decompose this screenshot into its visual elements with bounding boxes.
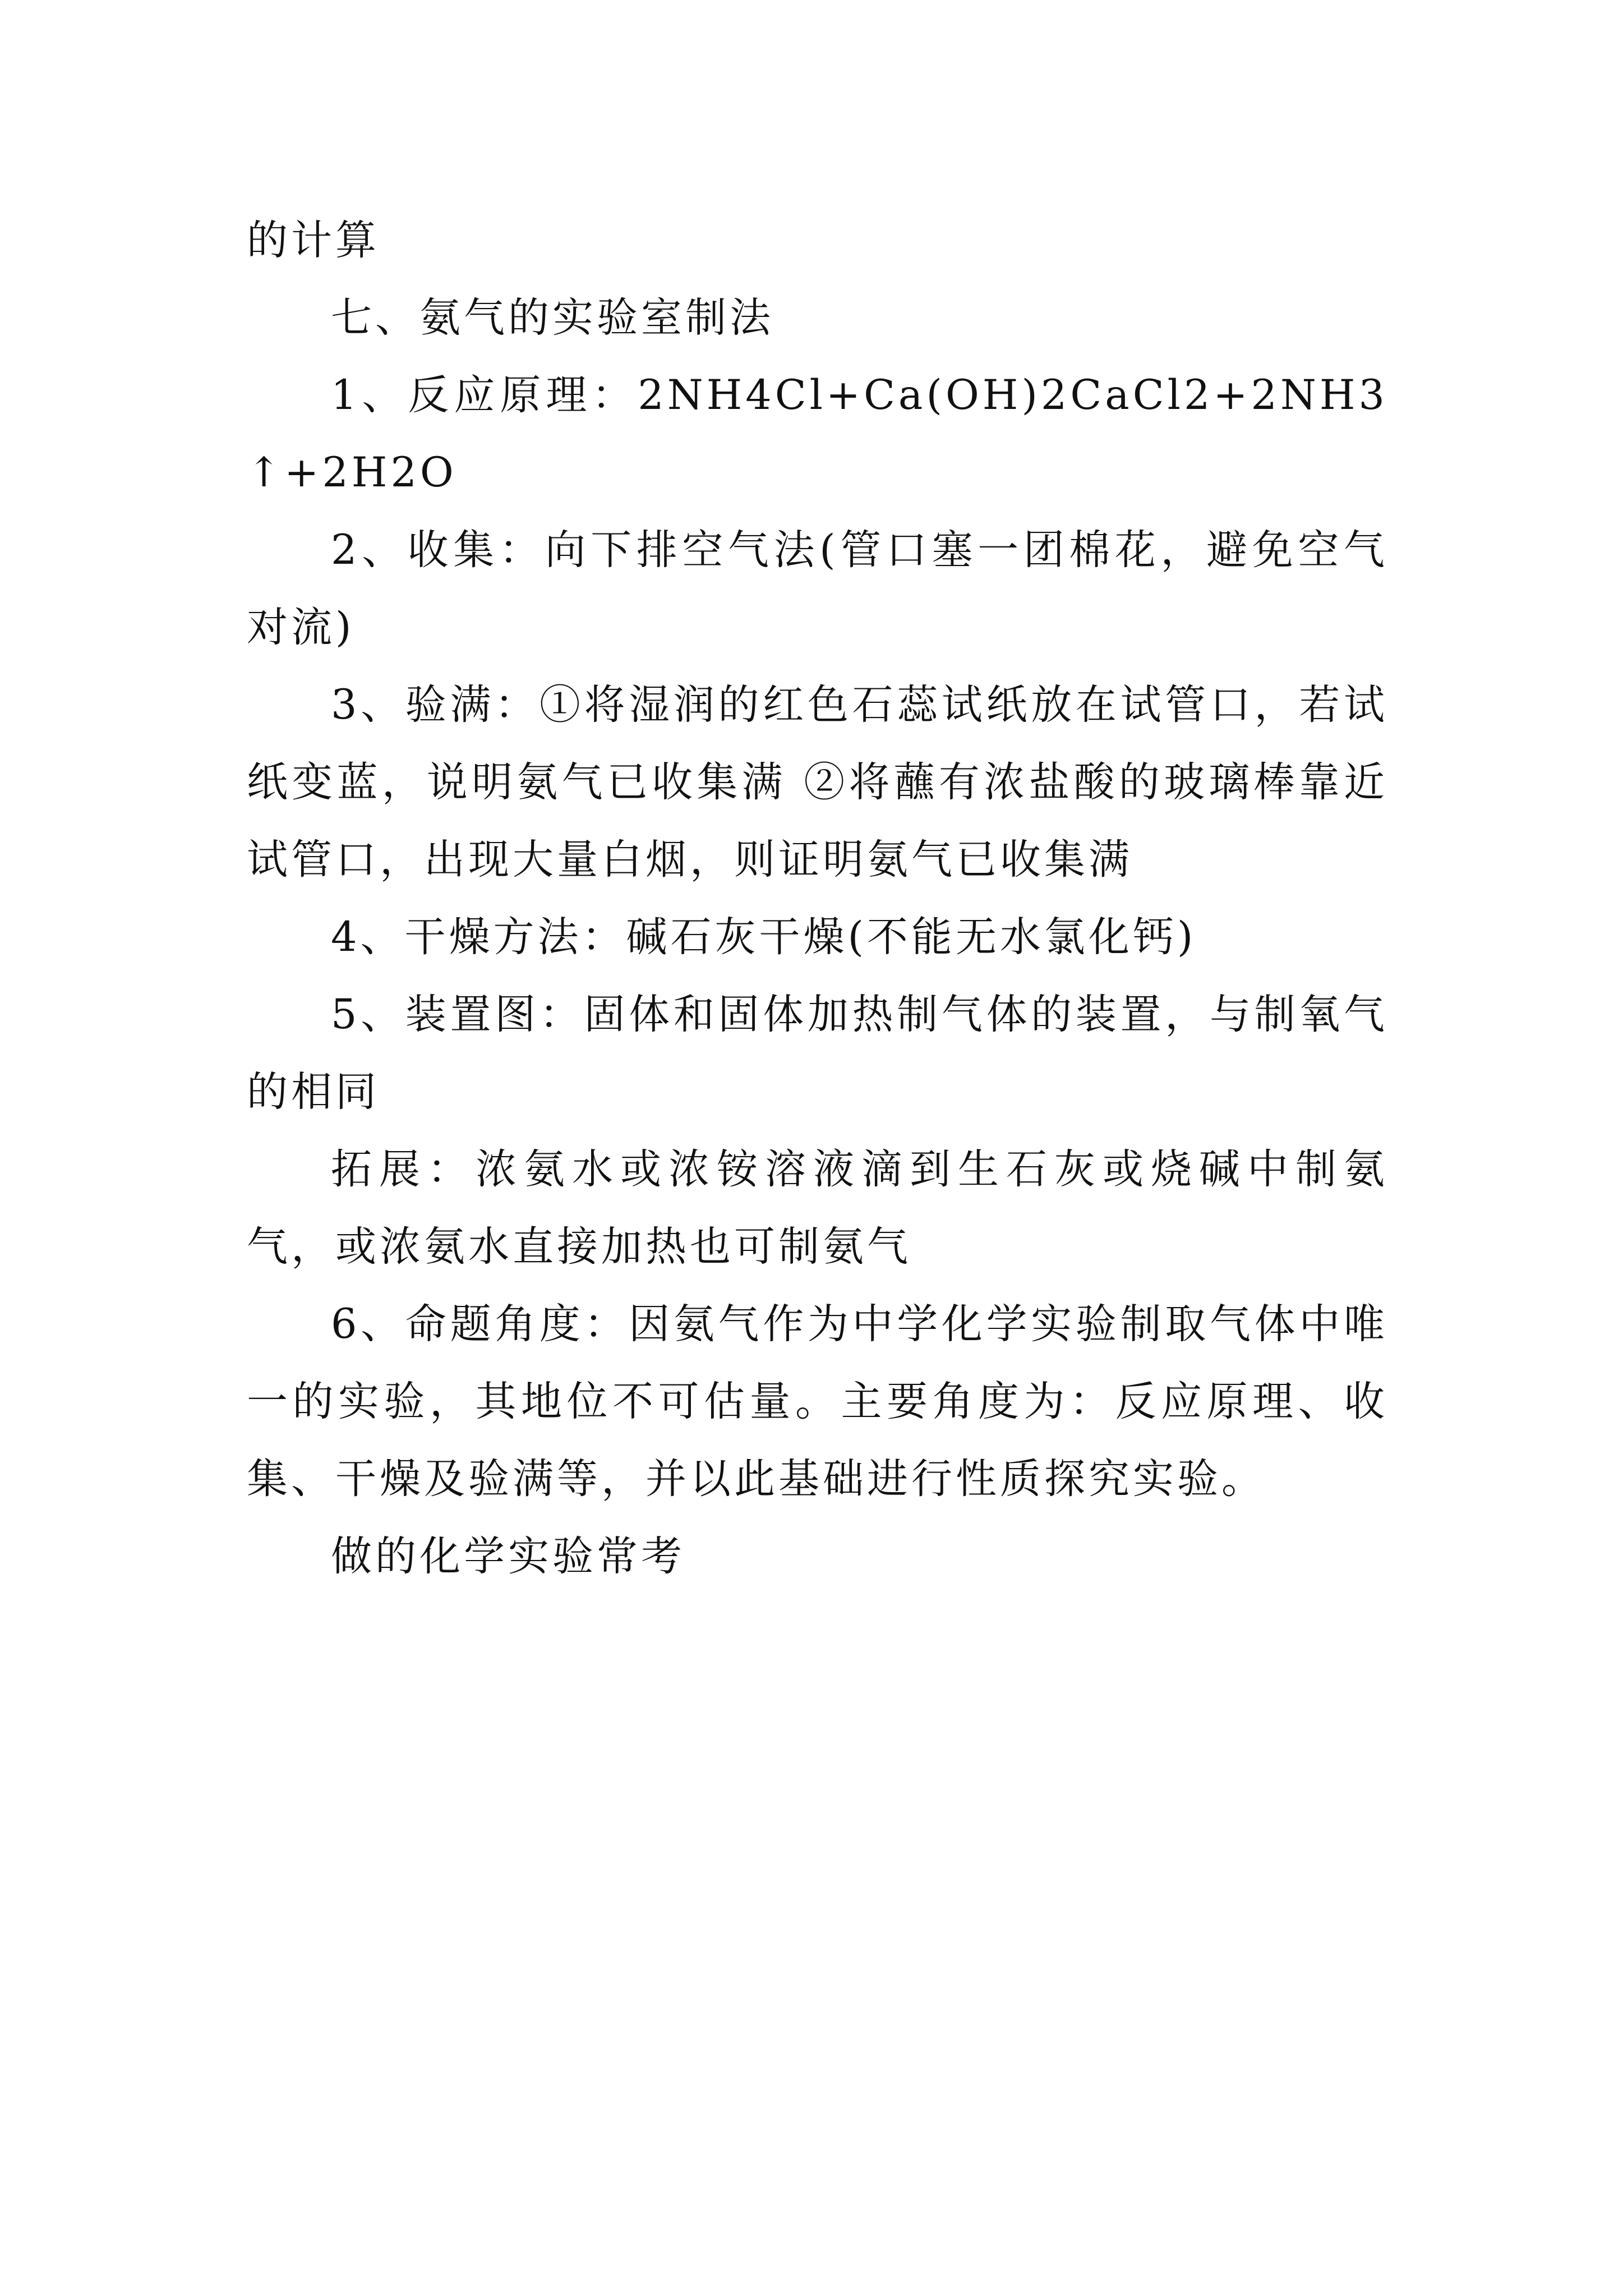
section-heading: 七、氨气的实验室制法 [331,294,774,342]
document-body [247,202,1388,1595]
paragraph-continuation: 的计算 [247,217,380,264]
paragraph-full-test: 3、验满：①将湿润的红色石蕊试纸放在试管口，若试纸变蓝，说明氨气已收集满 ②将蘸有浓盐酸的玻璃棒靠近试管口，出现大量白烟，则证明氨气已收集满 [247,681,1388,884]
paragraph-drying: 4、干燥方法：碱石灰干燥(不能无水氯化钙) [331,913,1197,961]
paragraph-exam-angle: 6、命题角度：因氨气作为中学化学实验制取气体中唯一的实验，其地位不可估量。主要角度为：反应原理、收集、干燥及验满等，并以此基础进行性质探究实验。 [247,1300,1388,1503]
paragraph-collection: 2、收集：向下排空气法(管口塞一团棉花，避免空气对流) [247,526,1388,651]
paragraph-apparatus: 5、装置图：固体和固体加热制气体的装置，与制氧气的相同 [247,991,1388,1116]
paragraph-closing: 做的化学实验常考 [331,1533,685,1580]
paragraph-extension: 拓展：浓氨水或浓铵溶液滴到生石灰或烧碱中制氨气，或浓氨水直接加热也可制氨气 [247,1145,1388,1271]
paragraph-reaction-principle: 1、反应原理：2NH4Cl+Ca(OH)2CaCl2+2NH3↑+2H2O [247,371,1388,496]
